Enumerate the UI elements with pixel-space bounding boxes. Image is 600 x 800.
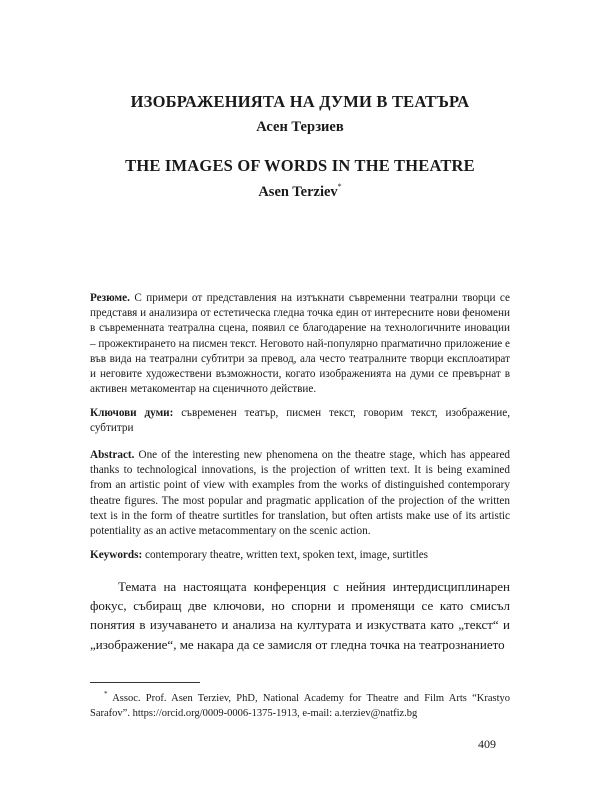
abstract-bulgarian-label: Резюме. bbox=[90, 292, 130, 304]
abstract-english-text: One of the interesting new phenomena on the theatre stage, which has appeared thanks to technological innovations, is the projection of written text. It is being examined from an artistic point of view with examples from the works of distinguished contemporary theatre figures. The most popular and pragmatic application of the projection of the written text is in the form of theatre surtitles for translation, but often artists make use of its artistic potentiality as an active metacommentary on the scenic action. bbox=[90, 449, 510, 538]
body-paragraph: Темата на настоящата конференция с нейния интердисциплинарен фокус, събиращ две ключови, но спорни и променящи се като смисъл понятия в изучаването и анализа на културата и изкуствата като „текст“ и „изображение“, ме накара да се замисля от гледна точка на театрознанието bbox=[90, 579, 510, 652]
footnote-mark: * bbox=[104, 690, 108, 698]
title-english: THE IMAGES OF WORDS IN THE THEATRE bbox=[125, 156, 475, 175]
author-english-name: Asen Terziev bbox=[258, 184, 338, 200]
abstract-bulgarian-text: С примери от представления на изтъкнати съвременни театрални творци се представя и анализира от естетическа гледна точка един от интересните нови феномени в съвременната театрална сцена, появил се благодарение на технологичните иновации – прожектирането на писмен текст. Неговото най-популярно прагматично приложение е във вида на театрални субтитри за превод, ала често театралните творци експлоатират и неговите художествени възможности, когато изображенията на думи се превърнат в активен метакоментар на сценичното действие. bbox=[90, 292, 510, 396]
footnote bbox=[90, 687, 510, 721]
keywords-bulgarian bbox=[90, 406, 510, 436]
title-bulgarian: ИЗОБРАЖЕНИЯТА НА ДУМИ В ТЕАТЪРА bbox=[130, 92, 470, 111]
keywords-english bbox=[90, 548, 510, 563]
author-english bbox=[0, 182, 600, 201]
footnote-divider bbox=[90, 682, 200, 683]
author-bulgarian: Асен Терзиев bbox=[256, 119, 344, 135]
abstract-bulgarian bbox=[90, 291, 510, 397]
footnote-text: Assoc. Prof. Asen Terziev, PhD, National Academy for Theatre and Film Arts “Krastyo Sarafov”. https://orcid.org/0009-0006-1375-1913, e-mail: a.terziev@natfiz.bg bbox=[90, 693, 511, 719]
keywords-bulgarian-text: съвременен театър, писмен текст, говорим текст, изображение, субтитри bbox=[90, 407, 510, 435]
page-number: 409 bbox=[478, 737, 496, 751]
keywords-english-label: Keywords: bbox=[90, 549, 143, 561]
abstract-english bbox=[90, 448, 510, 539]
keywords-english-text: contemporary theatre, written text, spoken text, image, surtitles bbox=[145, 549, 429, 561]
author-footnote-mark: * bbox=[337, 182, 342, 191]
keywords-bulgarian-label: Ключови думи: bbox=[90, 407, 174, 419]
abstract-english-label: Abstract. bbox=[90, 449, 135, 461]
